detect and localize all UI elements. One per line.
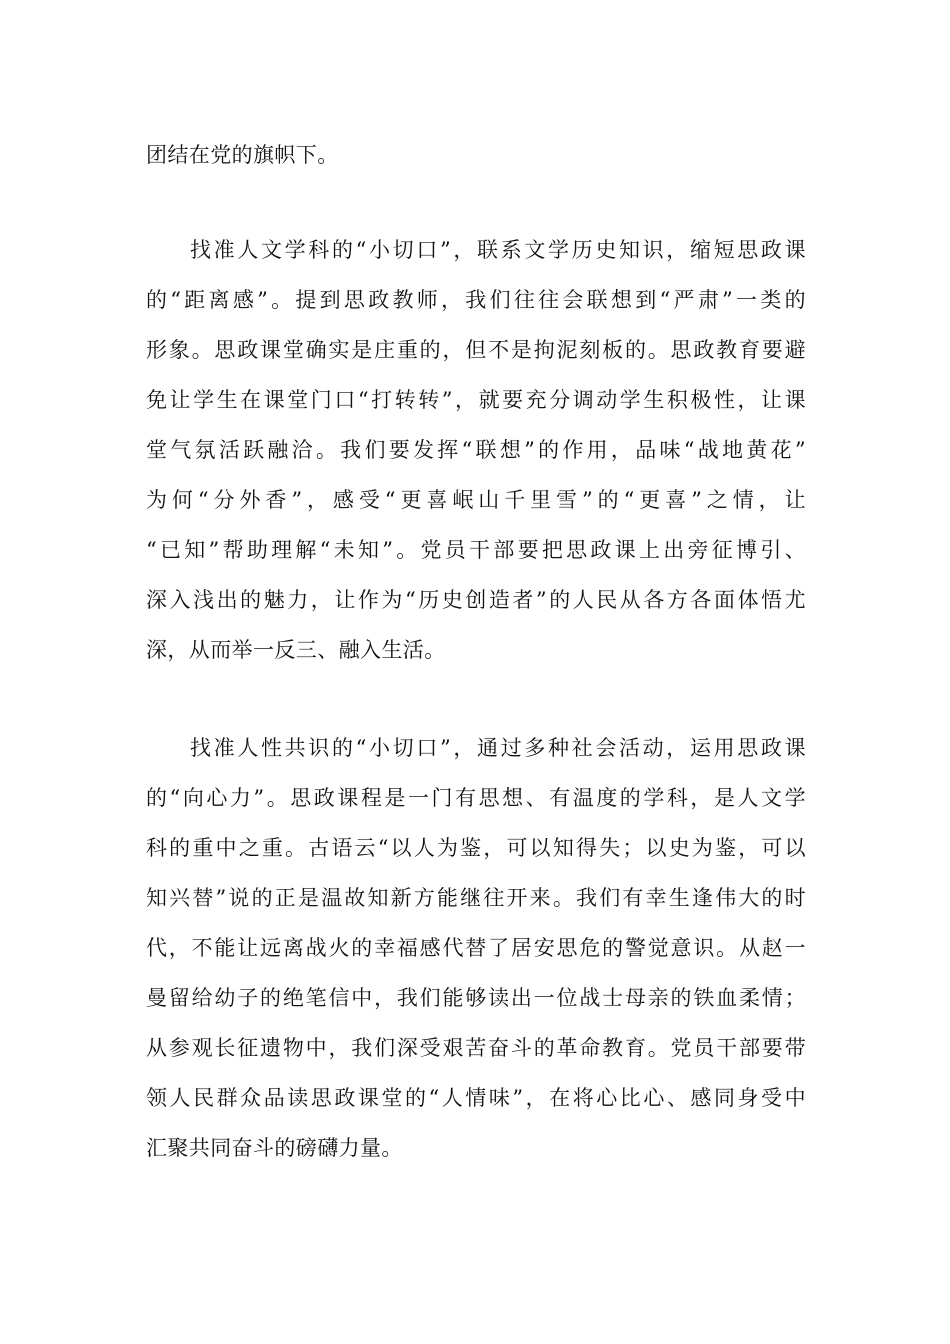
text-line: 深入浅出的魅力，让作为“历史创造者”的人民从各方各面体悟尤 — [146, 588, 806, 612]
text-line: 免让学生在课堂门口“打转转”，就要充分调动学生积极性，让课 — [146, 388, 806, 412]
text-line: 堂气氛活跃融洽。我们要发挥“联想”的作用，品味“战地黄花” — [146, 438, 806, 462]
text-line: 的“距离感”。提到思政教师，我们往往会联想到“严肃”一类的 — [146, 288, 806, 312]
text-line: 团结在党的旗帜下。 — [146, 143, 339, 167]
text-line: 知兴替”说的正是温故知新方能继往开来。我们有幸生逢伟大的时 — [146, 886, 806, 910]
text-line: 形象。思政课堂确实是庄重的，但不是拘泥刻板的。思政教育要避 — [146, 338, 806, 362]
text-line: 曼留给幼子的绝笔信中，我们能够读出一位战士母亲的铁血柔情； — [146, 986, 806, 1010]
text-line: 的“向心力”。思政课程是一门有思想、有温度的学科，是人文学 — [146, 786, 806, 810]
paragraph-continuation — [146, 130, 806, 180]
text-line: 从参观长征遗物中，我们深受艰苦奋斗的革命教育。党员干部要带 — [146, 1036, 806, 1060]
text-line: 科的重中之重。古语云“以人为鉴，可以知得失；以史为鉴，可以 — [146, 836, 806, 860]
text-line: 深，从而举一反三、融入生活。 — [146, 638, 446, 662]
text-line: 领人民群众品读思政课堂的“人情味”，在将心比心、感同身受中 — [146, 1086, 806, 1110]
text-line: 汇聚共同奋斗的磅礴力量。 — [146, 1136, 403, 1160]
paragraph-human-nature — [146, 723, 806, 1173]
paragraph-humanities — [146, 225, 806, 675]
text-line: 找准人文学科的“小切口”，联系文学历史知识，缩短思政课 — [190, 238, 806, 262]
text-line: 为何“分外香”，感受“更喜岷山千里雪”的“更喜”之情，让 — [146, 488, 806, 512]
text-line: 找准人性共识的“小切口”，通过多种社会活动，运用思政课 — [190, 736, 806, 760]
text-line: 代，不能让远离战火的幸福感代替了居安思危的警觉意识。从赵一 — [146, 936, 806, 960]
text-line: “已知”帮助理解“未知”。党员干部要把思政课上出旁征博引、 — [146, 538, 806, 562]
